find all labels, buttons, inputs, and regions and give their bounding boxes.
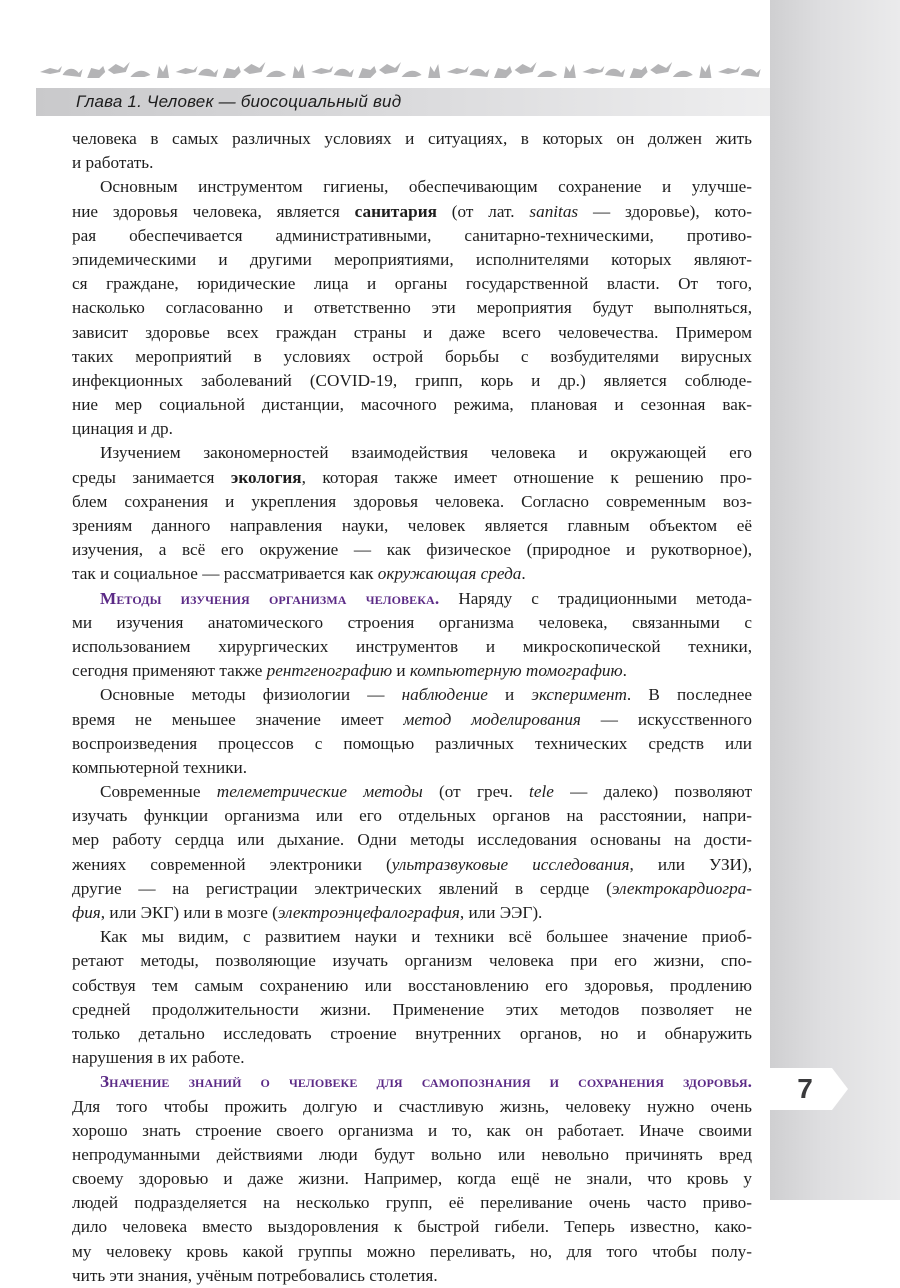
animal-silhouette-icon xyxy=(494,66,512,78)
animal-silhouette-icon xyxy=(699,64,711,78)
animal-silhouette-icon xyxy=(673,71,693,77)
section-heading-knowledge: Значение знаний о человеке для самопознания и сохранения здоровья. xyxy=(100,1072,752,1092)
main-text xyxy=(72,127,752,1288)
text-line: среды занимается экология, которая также имеет отношение к решению про- xyxy=(72,467,752,487)
text-line: непродуманными действиями люди будут вольно или невольно причинять вред xyxy=(72,1144,752,1164)
animal-silhouette-icon xyxy=(447,66,469,74)
text-line: рая обеспечивается административными, санитарно-техническими, противо- xyxy=(72,225,752,245)
text-line: человека в самых различных условиях и ситуациях, в которых он должен жить xyxy=(72,129,752,148)
text-line: Для того чтобы прожить долгую и счастливую жизнь, человеку нужно очень xyxy=(72,1096,752,1116)
side-margin-band xyxy=(770,0,900,1200)
text-line xyxy=(72,1070,752,1094)
text-line: ми изучения анатомического строения организма человека, связанными с xyxy=(72,612,752,632)
animal-silhouette-icon xyxy=(87,66,105,78)
animal-silhouette-icon xyxy=(537,71,557,77)
text-line: фия, или ЭКГ) или в мозге (электроэнцефалография, или ЭЭГ). xyxy=(72,903,543,922)
animal-silhouette-icon xyxy=(718,66,740,74)
page-number: 7 xyxy=(797,1073,813,1104)
text-line: ся граждане, юридические лица и органы государственной власти. От того, xyxy=(72,274,752,294)
text-line: зрениям данного направления науки, человек является главным объектом её xyxy=(72,516,752,535)
animal-silhouette-icon xyxy=(650,62,672,74)
text-line: Методы изучения организма человека. Наряду с традиционными метода- xyxy=(100,588,752,608)
animal-silhouette-icon xyxy=(266,71,286,77)
text-line: воспроизведения процессов с помощью различных технических средств или xyxy=(72,733,752,753)
animal-silhouette-icon xyxy=(630,66,648,78)
animal-silhouette-icon xyxy=(515,62,537,74)
animal-silhouette-icon xyxy=(130,71,150,77)
text-line: му человеку кровь какой группы можно переливать, но, для того чтобы полу- xyxy=(72,1241,752,1261)
animal-silhouette-icon xyxy=(605,69,625,77)
text-line: компьютерной техники. xyxy=(72,757,248,777)
animal-silhouettes-strip-icon xyxy=(36,58,766,84)
text-line: насколько согласованно и ответственно эти мероприятия будут выполняться, xyxy=(72,298,752,318)
animal-silhouette-icon xyxy=(564,64,576,78)
animal-silhouette-icon xyxy=(358,66,376,78)
section-heading-methods: Методы изучения организма человека. xyxy=(100,588,440,608)
text-line: только детально исследовать строение внутренних органов, но и обнаружить xyxy=(72,1023,752,1043)
text-line: хорошо знать строение своего организма и то, как он работает. Иначе своими xyxy=(72,1120,752,1140)
term-ecology: экология xyxy=(230,467,302,487)
text-line: Современные телеметрические методы (от греч. tele — далеко) позволяют xyxy=(100,782,752,802)
animal-silhouette-icon xyxy=(63,69,83,77)
text-line: чить эти знания, учёным потребовались столетия. xyxy=(72,1265,438,1285)
animal-silhouette-icon xyxy=(402,71,422,77)
text-line: изучения, а всё его окружение — как физическое (природное и рукотворное), xyxy=(72,540,752,560)
text-line: изучать функции организма или его отдельных органов на расстоянии, напри- xyxy=(72,806,752,826)
text-line: Изучением закономерностей взаимодействия человека и окружающей его xyxy=(100,443,752,463)
text-line: время не меньшее значение имеет метод моделирования — искусственного xyxy=(72,709,752,729)
animal-silhouette-icon xyxy=(582,66,604,74)
animal-silhouette-icon xyxy=(293,64,305,78)
text-line: использованием хирургических инструментов и микроскопической техники, xyxy=(72,636,752,656)
text-line: своему здоровью и даже жизни. Например, когда ещё не знали, что кровь у xyxy=(72,1169,752,1189)
text-line: Основные методы физиологии — наблюдение и эксперимент. В последнее xyxy=(100,685,752,705)
text-line: собствуя тем самым сохранению или восстановлению его здоровья, продлению xyxy=(72,975,752,995)
text-line: сегодня применяют также рентгенографию и компьютерную томографию. xyxy=(72,661,627,681)
animal-silhouette-icon xyxy=(741,69,761,77)
term-sanitation: санитария xyxy=(354,201,437,221)
text-line: и работать. xyxy=(72,153,154,173)
animal-silhouette-icon xyxy=(334,69,354,77)
text-line: Основным инструментом гигиены, обеспечивающим сохранение и улучше- xyxy=(100,177,752,197)
animal-silhouette-icon xyxy=(311,66,333,74)
animal-silhouette-icon xyxy=(198,69,218,77)
text-line: нарушения в их работе. xyxy=(72,1048,245,1068)
text-line: людей подразделяется на несколько групп, её переливание очень часто приво- xyxy=(72,1193,752,1213)
animal-silhouette-icon xyxy=(108,62,130,74)
text-line: инфекционных заболеваний (COVID-19, грипп, корь и др.) является соблюде- xyxy=(72,370,752,390)
text-line: цинация и др. xyxy=(72,419,173,439)
text-line: ние здоровья человека, является санитария (от лат. sanitas — здоровье), кото- xyxy=(72,201,752,221)
text-line: зависит здоровье всех граждан страны и даже всего человечества. Примером xyxy=(72,322,752,342)
text-line: ние мер социальной дистанции, масочного режима, плановая и сезонная вак- xyxy=(72,395,752,415)
text-line: ретают методы, позволяющие изучать организм человека при его жизни, спо- xyxy=(72,951,752,971)
text-line: другие — на регистрации электрических явлений в сердце (электрокардиогра- xyxy=(72,878,752,898)
text-line: жениях современной электроники (ультразвуковые исследования, или УЗИ), xyxy=(72,854,752,874)
animal-silhouette-icon xyxy=(469,69,489,77)
text-line: Как мы видим, с развитием науки и техники всё большее значение приоб- xyxy=(100,927,752,947)
text-line: блем сохранения и укрепления здоровья человека. Согласно современным воз- xyxy=(72,491,752,511)
animal-silhouette-icon xyxy=(379,62,401,74)
animal-silhouette-icon xyxy=(428,64,440,78)
animal-silhouette-icon xyxy=(40,66,62,74)
animal-silhouette-icon xyxy=(176,66,198,74)
chapter-title: Глава 1. Человек — биосоциальный вид xyxy=(76,92,402,111)
text-line: эпидемическими и другими мероприятиями, исполнителями которых являют- xyxy=(72,249,752,269)
animal-silhouette-icon xyxy=(223,66,241,78)
text-line: мер работу сердца или дыхание. Одни методы исследования основаны на дости- xyxy=(72,830,752,850)
text-line: так и социальное — рассматривается как окружающая среда. xyxy=(72,564,526,584)
animal-silhouette-icon xyxy=(243,62,265,74)
text-line: таких мероприятий в условиях острой борьбы с возбудителями вирусных xyxy=(72,346,752,366)
animal-silhouette-icon xyxy=(157,64,169,78)
text-line: средней продолжительности жизни. Применение этих методов позволяет не xyxy=(72,999,752,1019)
text-line: дило человека вместо выздоровления к быстрой гибели. Теперь известно, како- xyxy=(72,1217,752,1237)
